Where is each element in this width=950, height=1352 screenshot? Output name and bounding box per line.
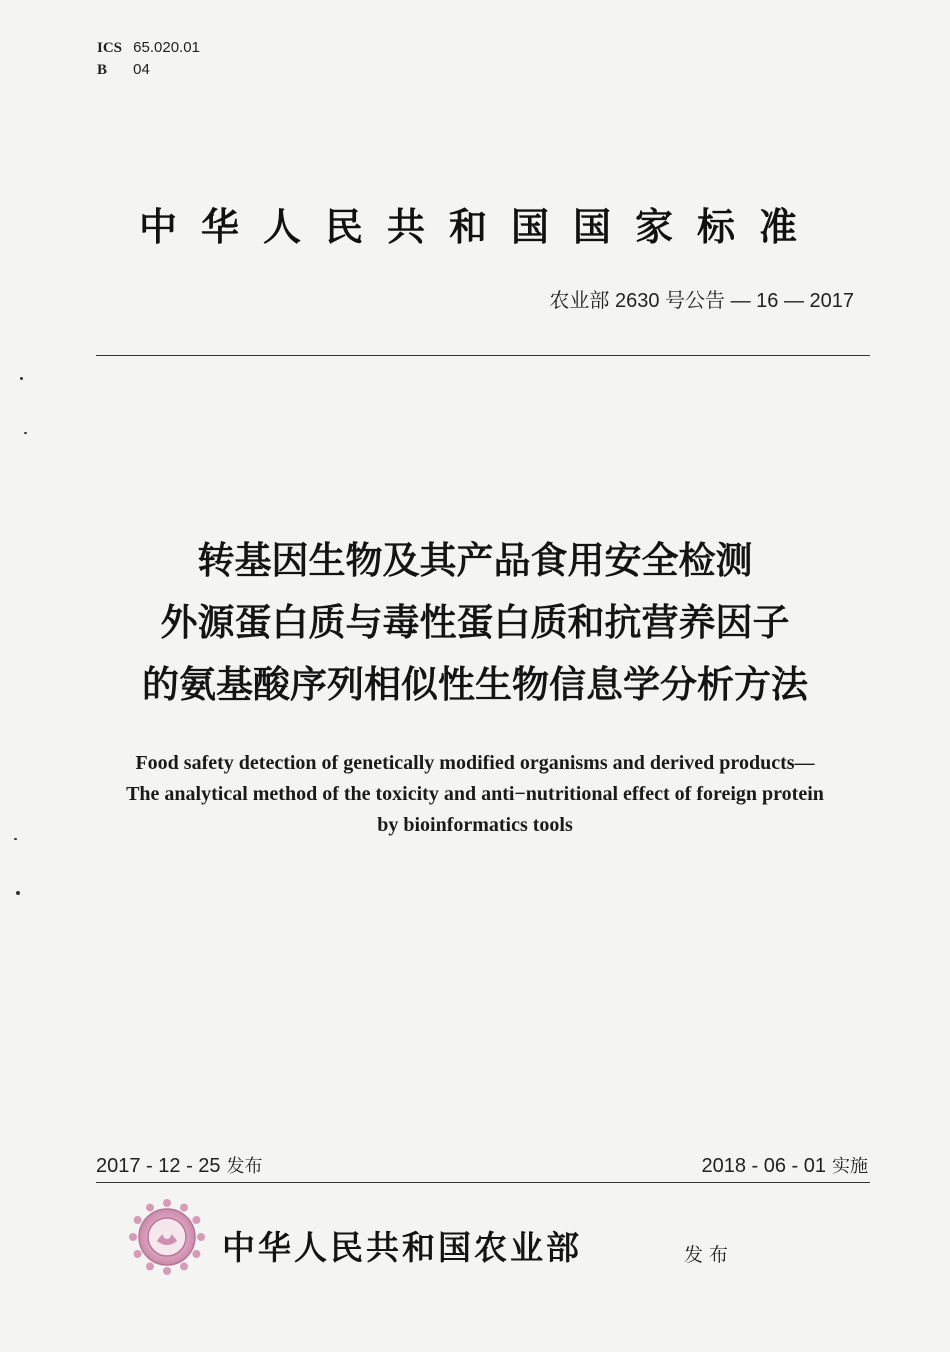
ccs-label: B [97, 62, 108, 78]
implementation-date-value: 2018 - 06 - 01 [701, 1155, 826, 1177]
ics-line [97, 37, 200, 59]
standard-number: 农业部 2630 号公告 — 16 — 2017 [549, 290, 854, 312]
title-cn-line-1: 转基因生物及其产品食用安全检测 [197, 539, 753, 582]
scan-speck [20, 377, 23, 380]
implementation-date [701, 1152, 868, 1178]
publisher-name: 中华人民共和国农业部 [222, 1228, 582, 1267]
bottom-divider [96, 1182, 870, 1183]
implementation-word: 实施 [832, 1156, 868, 1177]
title-chinese [0, 530, 950, 716]
ics-code: 65.020.01 [133, 39, 200, 56]
title-en-line-3: by bioinformatics tools [377, 814, 573, 836]
title-english [0, 748, 950, 841]
classification-codes [97, 37, 200, 81]
title-en-line-1: Food safety detection of genetically modified organisms and derived products— [135, 752, 815, 774]
title-cn-line-3: 的氨基酸序列相似性生物信息学分析方法 [142, 663, 808, 706]
standard-type-heading: 中华人民共和国国家标准 [138, 204, 821, 249]
ics-label: ICS [97, 40, 123, 56]
title-en-line-2: The analytical method of the toxicity and anti−nutritional effect of foreign protein [126, 783, 824, 805]
ccs-line [97, 59, 200, 81]
scan-speck [14, 838, 17, 840]
issue-date [96, 1152, 263, 1178]
issue-date-value: 2017 - 12 - 25 [96, 1155, 221, 1177]
scan-speck [16, 891, 20, 895]
issue-word: 发布 [226, 1156, 263, 1177]
ccs-code: 04 [133, 61, 150, 78]
scan-speck [24, 432, 27, 434]
publisher-word: 发布 [684, 1244, 735, 1266]
top-divider [96, 355, 870, 356]
ministry-emblem-icon [128, 1198, 206, 1276]
title-cn-line-2: 外源蛋白质与毒性蛋白质和抗营养因子 [160, 601, 790, 644]
